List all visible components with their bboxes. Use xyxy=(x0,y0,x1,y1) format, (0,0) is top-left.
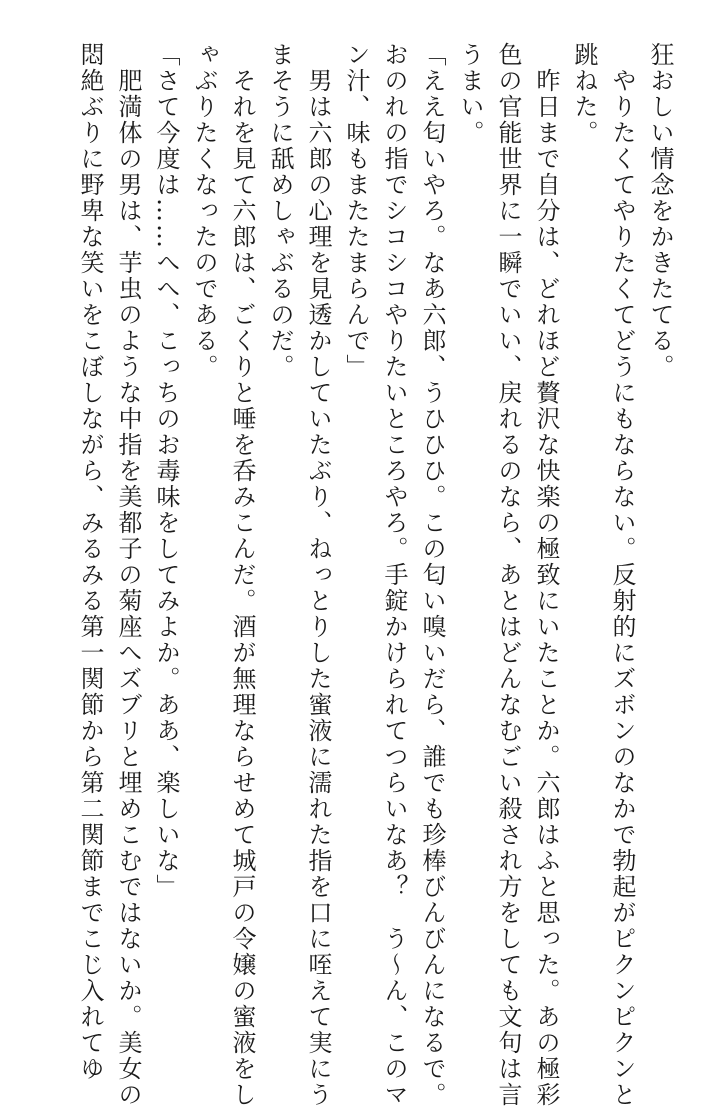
text-column-3: 跳ねた。 xyxy=(570,42,598,146)
text-column-12: それを見て六郎は、ごくりと唾を呑みこんだ。酒が無理ならせめて城戸の令嬢の蜜液をし xyxy=(228,42,256,1108)
text-column-1: 狂おしい情念をかきたてる。 xyxy=(646,42,674,380)
text-column-15: 肥満体の男は、芋虫のような中指を美都子の菊座へズブリと埋めこむではないか。美女の xyxy=(114,42,142,1108)
text-column-8: おのれの指でシコシコやりたいところやろ。手錠かけられてつらいなあ？ う〜ん、このマ xyxy=(380,42,408,1108)
text-column-6: うまい。 xyxy=(456,42,484,146)
text-column-4: 昨日まで自分は、どれほど贅沢な快楽の極致にいたことか。六郎はふと思った。あの極彩 xyxy=(532,42,560,1108)
text-column-16: 悶絶ぶりに野卑な笑いをこぼしながら、みるみる第一関節から第二関節までこじ入れてゆ xyxy=(76,42,104,1082)
text-column-7: 「ええ匂いやろ。なあ六郎、うひひひ。この匂い嗅いだら、誰でも珍棒びんびんになるで。 xyxy=(418,42,446,1108)
text-column-11: まそうに舐めしゃぶるのだ。 xyxy=(266,42,294,380)
text-column-2: やりたくてやりたくてどうにもならない。反射的にズボンのなかで勃起がピクンピクンと xyxy=(608,42,636,1108)
vertical-text-body xyxy=(19,42,679,1108)
text-column-5: 色の官能世界に一瞬でいい、戻れるのなら、あとはどんなむごい殺され方をしても文句は言 xyxy=(494,42,522,1108)
text-column-13: ゃぶりたくなったのである。 xyxy=(190,42,218,380)
text-column-10: 男は六郎の心理を見透かしていたぶり、ねっとりした蜜液に濡れた指を口に咥えて実にう xyxy=(304,42,332,1108)
text-column-9: ン汁、味もまたたまらんで」 xyxy=(342,42,370,380)
text-column-14: 「さて今度は……へへ、こっちのお毒味をしてみよか。ああ、楽しいな」 xyxy=(152,42,180,900)
